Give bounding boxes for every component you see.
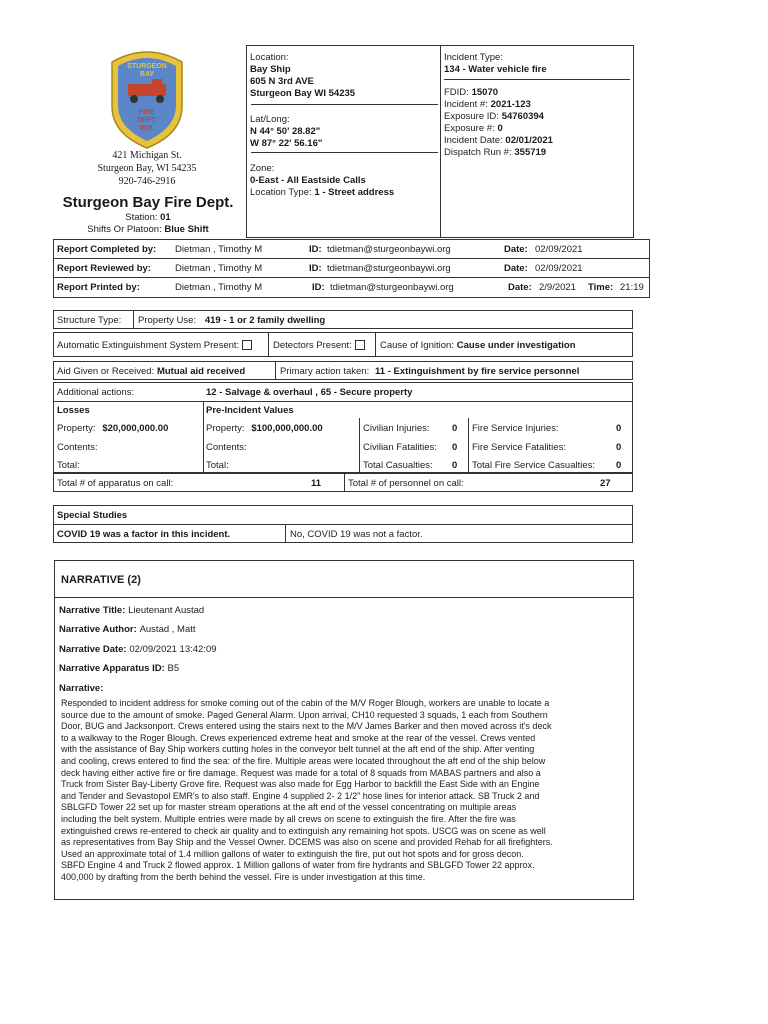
location-type — [250, 187, 394, 198]
narrative-title — [59, 605, 204, 616]
report-printed-date: 2/9/2021 — [539, 282, 576, 293]
covid-factor-value: No, COVID 19 was not a factor. — [290, 529, 423, 540]
primary-action — [280, 366, 579, 377]
report-printed-label: Report Printed by: — [57, 282, 140, 293]
apparatus-row — [53, 473, 633, 492]
shift-label: Shifts Or Platoon: — [87, 224, 162, 235]
report-reviewed-name: Dietman , Timothy M — [175, 263, 263, 274]
additional-actions-label: Additional actions: — [57, 387, 135, 398]
fdid-label: FDID: — [444, 87, 469, 98]
incident-number-label: Incident #: — [444, 99, 488, 110]
narrative-line: Responded to incident address for smoke coming out of the cabin of the M/V Roger Blough, workers are unable to locate a — [61, 698, 550, 708]
narrative-body — [61, 698, 629, 884]
structure-row — [53, 310, 633, 329]
report-completed-id-label: ID: — [309, 244, 322, 255]
loss-total-label: Total: — [57, 460, 80, 471]
exposure-id-label: Exposure ID: — [444, 111, 499, 122]
logo-text-dept: DEPT. — [137, 117, 157, 124]
fdid-value: 15070 — [471, 87, 499, 98]
report-printed-name: Dietman , Timothy M — [175, 282, 263, 293]
narrative-line: to a walkway to the Roger Blough. Crews experienced extreme heat and smoke at the rear of the vessel. Crews vented — [61, 732, 536, 743]
personnel-value: 27 — [600, 478, 611, 489]
special-studies — [53, 505, 633, 543]
dept-station — [55, 212, 241, 223]
narrative-title-label: Narrative Title: — [59, 605, 126, 616]
pre-incident-header: Pre-Incident Values — [206, 405, 294, 416]
narrative-line: Door, BUG and Jacksonport. Crews entered using the stairs next to the M/V James Barker and then moved across it's deck — [61, 721, 552, 732]
location-name: Bay Ship — [250, 64, 291, 75]
civilian-injuries-label: Civilian Injuries: — [363, 423, 430, 434]
fire-service-injuries-value: 0 — [616, 423, 622, 434]
exposure-number-label: Exposure #: — [444, 123, 495, 134]
logo-text-fire: FIRE — [139, 109, 155, 116]
exposure-id-value: 54760394 — [501, 111, 544, 122]
narrative-line: SBLGFD Tower 22 set up for master stream operations at the aft end of the vessel concentrating on multiple areas — [61, 802, 517, 813]
logo-text-wis: WIS. — [139, 125, 155, 132]
aid-given — [57, 366, 245, 377]
logo-text-bay: BAY — [139, 71, 155, 78]
narrative-line: extinguished crews re-entered to check air quality and to extinguish any remaining hot spots. USCG was on scene as well — [61, 825, 546, 836]
total-fire-service-casualties-label: Total Fire Service Casualties: — [472, 460, 596, 471]
incident-date-row — [444, 135, 553, 146]
fire-service-fatalities-label: Fire Service Fatalities: — [472, 442, 566, 453]
preinc-contents-label: Contents: — [206, 442, 247, 453]
narrative-line: deck having either active fire or fire damage. Request was made for a total of 8 squads from MABAS partners and also a — [61, 767, 541, 778]
preinc-property-label: Property: — [206, 423, 245, 434]
report-reviewed-id-label: ID: — [309, 263, 322, 274]
primary-action-value: 11 - Extinguishment by fire service personnel — [375, 366, 580, 377]
narrative-line: Truck from Sister Bay-Liberty Grove fire. Request was also made for Egg Harbor to backfill the East Side with an Engine — [61, 779, 540, 790]
logo-text-sturgeon: STURGEON — [127, 63, 167, 70]
incident-type-label: Incident Type: — [444, 52, 503, 63]
location-type-value: 1 - Street address — [314, 187, 395, 198]
narrative-line: as representatives from Bay Ship and the Vessel Owner. DCEMS was also on scene and provided Rehab for all firefighters. — [61, 837, 553, 848]
location-incident-box — [246, 45, 634, 238]
narrative-line: 400,000 by drafting from the berth behind the vessel. Fire is under investigation at this time. — [61, 871, 426, 882]
dept-address-line2: Sturgeon Bay, WI 54235 — [97, 163, 197, 174]
dispatch-run-label: Dispatch Run #: — [444, 147, 512, 158]
loss-property — [57, 423, 168, 434]
primary-action-label: Primary action taken: — [280, 366, 370, 377]
station-label: Station: — [125, 212, 158, 223]
report-reviewed-label: Report Reviewed by: — [57, 263, 151, 274]
fire-service-fatalities-value: 0 — [616, 442, 622, 453]
narrative-apparatus-label: Narrative Apparatus ID: — [59, 663, 165, 674]
apparatus-value: 11 — [311, 478, 322, 489]
aid-value: Mutual aid received — [156, 366, 246, 377]
narrative-date-label: Narrative Date: — [59, 644, 127, 655]
incident-date-label: Incident Date: — [444, 135, 503, 146]
narrative-author-label: Narrative Author: — [59, 624, 137, 635]
personnel-label: Total # of personnel on call: — [348, 478, 464, 489]
dept-name: Sturgeon Bay Fire Dept. — [62, 194, 234, 211]
total-fire-service-casualties-value: 0 — [616, 460, 622, 471]
report-reviewed-id: tdietman@sturgeonbaywi.org — [327, 263, 451, 274]
detectors-present — [273, 340, 365, 351]
exposure-number-row — [444, 123, 503, 134]
incident-date-value: 02/01/2021 — [505, 135, 553, 146]
location-city: Sturgeon Bay WI 54235 — [250, 88, 356, 99]
dept-phone: 920-746-2916 — [118, 176, 176, 187]
incident-type-value: 134 - Water vehicle fire — [444, 64, 547, 75]
preinc-property — [206, 423, 323, 434]
property-use-label: Property Use: — [138, 315, 197, 326]
zone-label: Zone: — [250, 163, 275, 174]
property-use-value: 419 - 1 or 2 family dwelling — [204, 315, 326, 326]
cause-label: Cause of Ignition: — [380, 340, 454, 351]
station-value: 01 — [160, 212, 171, 223]
narrative-date-value: 02/09/2021 13:42:09 — [129, 644, 217, 655]
detectors-label: Detectors Present: — [273, 340, 352, 351]
location-type-label: Location Type: — [250, 187, 312, 198]
report-printed-time-label: Time: — [588, 282, 614, 293]
total-casualties-value: 0 — [452, 460, 458, 471]
incident-number-value: 2021-123 — [490, 99, 531, 110]
dept-shift — [55, 224, 241, 235]
narrative-header: NARRATIVE (2) — [61, 574, 141, 586]
dept-address-line1: 421 Michigan St. — [112, 150, 182, 161]
total-casualties-label: Total Casualties: — [363, 460, 433, 471]
narrative-apparatus — [59, 663, 179, 674]
narrative-section — [54, 560, 634, 900]
report-reviewed-date-label: Date: — [504, 263, 528, 274]
narrative-line: including the belt system. Multiple entries were made by all crews on scene to extinguish the fire. After the fire was — [61, 813, 516, 824]
narrative-line: and Tender and Sevastopol EMR's to also staff. Engine 4 supplied 2- 2 1/2" hose lines for interior attack. SB Truck 2 and — [61, 790, 540, 801]
incident-number-row — [444, 99, 531, 110]
report-completed-id: tdietman@sturgeonbaywi.org — [327, 244, 451, 255]
exposure-number-value: 0 — [497, 123, 503, 134]
narrative-title-value: Lieutenant Austad — [128, 605, 205, 616]
dispatch-run-row — [444, 147, 546, 158]
auto-ext-label: Automatic Extinguishment System Present: — [57, 340, 240, 351]
narrative-line: Used an approximate total of 1.4 million gallons of water to extinguish the fire, put out hot spots and for gross decon. — [61, 848, 524, 859]
report-completed-label: Report Completed by: — [57, 244, 157, 255]
property-use — [138, 315, 325, 326]
civilian-fatalities-value: 0 — [452, 442, 458, 453]
civilian-fatalities-label: Civilian Fatalities: — [363, 442, 437, 453]
aid-label: Aid Given or Received: — [57, 366, 155, 377]
preinc-property-value: $100,000,000.00 — [251, 423, 323, 434]
fire-dept-badge-logo — [106, 48, 188, 150]
location-street: 605 N 3rd AVE — [250, 76, 314, 87]
zone-value: 0-East - All Eastside Calls — [250, 175, 366, 186]
fire-service-injuries-label: Fire Service Injuries: — [472, 423, 559, 434]
detectors-checkbox[interactable] — [355, 340, 365, 350]
narrative-author — [59, 624, 196, 635]
report-completed-date-label: Date: — [504, 244, 528, 255]
additional-actions-value: 12 - Salvage & overhaul , 65 - Secure property — [206, 387, 413, 398]
report-table — [53, 239, 650, 298]
apparatus-label: Total # of apparatus on call: — [57, 478, 174, 489]
civilian-injuries-value: 0 — [452, 423, 458, 434]
narrative-line: and cooling, crews entered to find the sea: of the fire. Multiple areas were located throughout the aft end of the ship below — [61, 755, 546, 766]
extinguishment-row — [53, 332, 633, 357]
losses-header: Losses — [57, 405, 90, 416]
longitude-value: W 87° 22' 56.16" — [250, 138, 323, 149]
shift-value: Blue Shift — [164, 224, 209, 235]
narrative-apparatus-value: B5 — [167, 663, 180, 674]
narrative-body-label: Narrative: — [59, 683, 104, 694]
narrative-author-value: Austad , Matt — [139, 624, 196, 635]
location-label: Location: — [250, 52, 289, 63]
narrative-line: with the assistance of Bay Ship workers cutting holes in the conveyor belt tunnel at the aft end of the ship. After venting — [61, 744, 535, 755]
preinc-total-label: Total: — [206, 460, 229, 471]
auto-ext-checkbox[interactable] — [242, 340, 252, 350]
covid-factor-label: COVID 19 was a factor in this incident. — [57, 529, 231, 540]
loss-contents-label: Contents: — [57, 442, 98, 453]
latlong-label: Lat/Long: — [250, 114, 290, 125]
narrative-line: SBFD Engine 4 and Truck 2 flowed approx. 1 Million gallons of water from fire hydrants and SBLGFD Tower 22 approx. — [61, 860, 535, 871]
report-printed-id: tdietman@sturgeonbaywi.org — [330, 282, 454, 293]
losses-block — [53, 382, 633, 473]
narrative-line: source due to the amount of smoke. Paged General Alarm. Upon arrival, CH10 requested 3 squads, 1 each from Southern — [61, 709, 548, 720]
cause-of-ignition — [380, 340, 576, 351]
report-reviewed-date: 02/09/2021 — [535, 263, 583, 274]
dispatch-run-value: 355719 — [514, 147, 547, 158]
report-printed-date-label: Date: — [508, 282, 532, 293]
structure-type-label: Structure Type: — [57, 315, 122, 326]
exposure-id-row — [444, 111, 544, 122]
cause-value: Cause under investigation — [456, 340, 576, 351]
report-printed-id-label: ID: — [312, 282, 325, 293]
narrative-date — [59, 644, 217, 655]
loss-property-label: Property: — [57, 423, 96, 434]
latitude-value: N 44° 50' 28.82" — [250, 126, 321, 137]
loss-property-value: $20,000,000.00 — [102, 423, 169, 434]
auto-ext-system — [57, 340, 252, 351]
report-printed-time: 21:19 — [620, 282, 644, 293]
special-studies-header: Special Studies — [57, 510, 128, 521]
fdid-row — [444, 87, 498, 98]
report-completed-date: 02/09/2021 — [535, 244, 583, 255]
aid-row — [53, 361, 633, 380]
report-completed-name: Dietman , Timothy M — [175, 244, 263, 255]
